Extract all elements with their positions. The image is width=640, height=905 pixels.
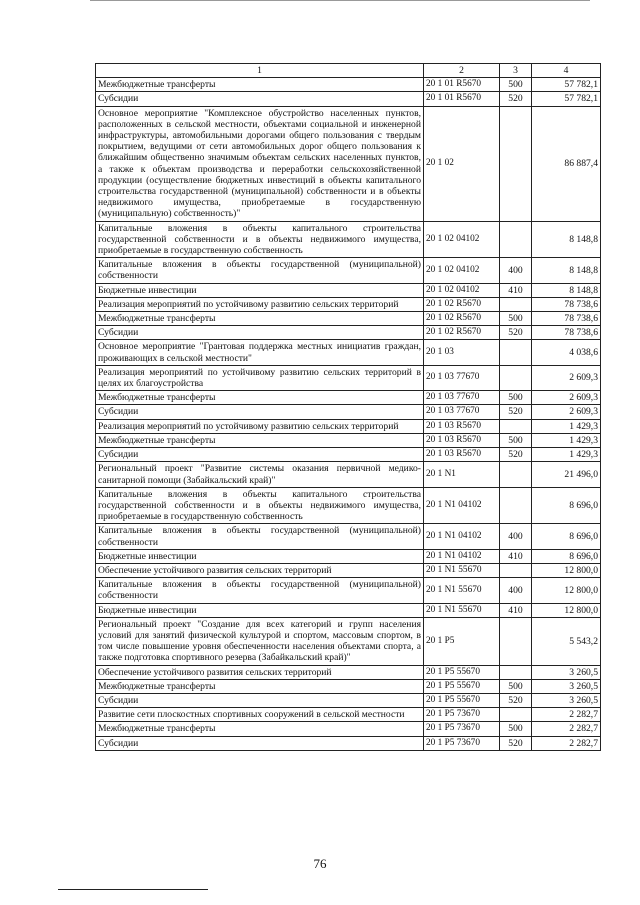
table-row	[96, 462, 601, 487]
row-amount-cell: 2 609,3	[532, 405, 601, 419]
table-row	[96, 312, 601, 326]
row-name-cell: Бюджетные инвестиции	[96, 603, 424, 617]
table-row	[96, 297, 601, 311]
row-code-cell: 20 1 P5 55670	[424, 665, 500, 679]
row-type-cell: 500	[500, 78, 532, 92]
row-code-cell: 20 1 03 R5670	[424, 419, 500, 433]
table-row	[96, 722, 601, 736]
row-name-cell: Субсидии	[96, 405, 424, 419]
row-code-cell: 20 1 P5	[424, 617, 500, 665]
row-name-cell: Обеспечение устойчивого развития сельских территорий	[96, 665, 424, 679]
budget-table-body	[96, 64, 601, 751]
row-amount-cell: 3 260,5	[532, 693, 601, 707]
table-row	[96, 92, 601, 106]
row-type-cell: 410	[500, 283, 532, 297]
table-row	[96, 258, 601, 283]
row-name-cell: Региональный проект "Развитие системы оказания первичной медико-санитарной помощи (Забайкальский край)"	[96, 462, 424, 487]
row-code-cell: 20 1 02 R5670	[424, 326, 500, 340]
table-row	[96, 106, 601, 221]
row-amount-cell: 1 429,3	[532, 433, 601, 447]
row-name-cell: Субсидии	[96, 693, 424, 707]
row-type-cell: 400	[500, 258, 532, 283]
row-amount-cell: 57 782,1	[532, 92, 601, 106]
row-name-cell: Основное мероприятие "Комплексное обустройство населенных пунктов, расположенных в сельской местности, объектами социальной и инженерной инфраструктуры, автомобильными дорогами общего пользования с твердым покрытием, ведущими от сети автомобильных дорог общего пользования к ближайшим общественно значимым объектам сельских населенных пунктов, а также к объектам производства и переработки сельскохозяйственной продукции (осуществление бюджетных инвестиций в объекты капитального строительства государственной (муниципальной) собственности и в объекты недвижимого имущества, приобретаемые в государственную (муниципальную) собственность)"	[96, 106, 424, 221]
row-code-cell: 20 1 03 R5670	[424, 433, 500, 447]
header-cell-1: 1	[96, 64, 424, 78]
row-amount-cell: 3 260,5	[532, 665, 601, 679]
row-amount-cell: 21 496,0	[532, 462, 601, 487]
table-row	[96, 448, 601, 462]
row-amount-cell: 12 800,0	[532, 578, 601, 603]
row-name-cell: Субсидии	[96, 326, 424, 340]
row-type-cell: 400	[500, 524, 532, 549]
row-name-cell: Субсидии	[96, 92, 424, 106]
row-amount-cell: 8 148,8	[532, 221, 601, 258]
row-amount-cell: 3 260,5	[532, 679, 601, 693]
page-number: 76	[313, 856, 327, 871]
row-name-cell: Межбюджетные трансферты	[96, 433, 424, 447]
row-type-cell	[500, 708, 532, 722]
row-code-cell: 20 1 02 04102	[424, 258, 500, 283]
row-name-cell: Основное мероприятие "Грантовая поддержка местных инициатив граждан, проживающих в сельской местности"	[96, 340, 424, 365]
row-type-cell: 500	[500, 722, 532, 736]
row-amount-cell: 1 429,3	[532, 448, 601, 462]
header-cell-2: 2	[424, 64, 500, 78]
row-name-cell: Региональный проект "Создание для всех категорий и групп населения условий для занятий физической культурой и спортом, массовым спортом, в том числе повышение уровня обеспеченности населения объектами спорта, а также подготовка спортивного резерва (Забайкальский край)"	[96, 617, 424, 665]
row-type-cell	[500, 221, 532, 258]
row-type-cell	[500, 665, 532, 679]
row-amount-cell: 1 429,3	[532, 419, 601, 433]
row-name-cell: Реализация мероприятий по устойчивому развитию сельских территорий	[96, 419, 424, 433]
row-type-cell	[500, 106, 532, 221]
table-row	[96, 221, 601, 258]
row-name-cell: Развитие сети плоскостных спортивных сооружений в сельской местности	[96, 708, 424, 722]
table-row	[96, 679, 601, 693]
table-row	[96, 78, 601, 92]
row-amount-cell: 8 148,8	[532, 258, 601, 283]
table-row	[96, 617, 601, 665]
table-row	[96, 326, 601, 340]
row-type-cell	[500, 365, 532, 390]
row-type-cell: 500	[500, 433, 532, 447]
row-code-cell: 20 1 N1 04102	[424, 549, 500, 563]
row-code-cell: 20 1 02 04102	[424, 283, 500, 297]
row-amount-cell: 12 800,0	[532, 563, 601, 577]
table-row	[96, 365, 601, 390]
table-row	[96, 340, 601, 365]
row-name-cell: Капитальные вложения в объекты государственной (муниципальной) собственности	[96, 578, 424, 603]
row-code-cell: 20 1 02 04102	[424, 221, 500, 258]
table-row	[96, 419, 601, 433]
row-type-cell: 500	[500, 312, 532, 326]
row-amount-cell: 8 148,8	[532, 283, 601, 297]
row-type-cell: 410	[500, 603, 532, 617]
row-code-cell: 20 1 01 R5670	[424, 92, 500, 106]
page-top-rule	[90, 0, 590, 1]
table-row	[96, 524, 601, 549]
table-row	[96, 433, 601, 447]
footnote-separator-line	[58, 889, 208, 890]
row-type-cell: 410	[500, 549, 532, 563]
row-type-cell: 500	[500, 391, 532, 405]
row-code-cell: 20 1 03 77670	[424, 365, 500, 390]
row-name-cell: Капитальные вложения в объекты государственной (муниципальной) собственности	[96, 524, 424, 549]
row-type-cell: 520	[500, 92, 532, 106]
row-name-cell: Капитальные вложения в объекты капитального строительства государственной собственности и в объекты недвижимого имущества, приобретаемые в государственную собственность	[96, 221, 424, 258]
row-type-cell: 520	[500, 326, 532, 340]
row-name-cell: Межбюджетные трансферты	[96, 679, 424, 693]
table-row	[96, 693, 601, 707]
row-code-cell: 20 1 03 R5670	[424, 448, 500, 462]
row-amount-cell: 2 609,3	[532, 391, 601, 405]
row-code-cell: 20 1 P5 55670	[424, 679, 500, 693]
row-amount-cell: 2 282,7	[532, 722, 601, 736]
table-row	[96, 563, 601, 577]
row-name-cell: Бюджетные инвестиции	[96, 549, 424, 563]
row-amount-cell: 57 782,1	[532, 78, 601, 92]
row-type-cell	[500, 297, 532, 311]
row-amount-cell: 78 738,6	[532, 297, 601, 311]
row-name-cell: Субсидии	[96, 448, 424, 462]
row-code-cell: 20 1 02 R5670	[424, 312, 500, 326]
table-row	[96, 487, 601, 524]
row-name-cell: Обеспечение устойчивого развития сельских территорий	[96, 563, 424, 577]
row-code-cell: 20 1 01 R5670	[424, 78, 500, 92]
row-amount-cell: 8 696,0	[532, 524, 601, 549]
table-row	[96, 665, 601, 679]
row-code-cell: 20 1 02	[424, 106, 500, 221]
row-name-cell: Реализация мероприятий по устойчивому развитию сельских территорий	[96, 297, 424, 311]
row-code-cell: 20 1 N1 55670	[424, 603, 500, 617]
row-type-cell: 520	[500, 736, 532, 750]
header-cell-3: 3	[500, 64, 532, 78]
row-code-cell: 20 1 P5 73670	[424, 722, 500, 736]
row-name-cell: Капитальные вложения в объекты капитального строительства государственной собственности и в объекты недвижимого имущества, приобретаемые в государственную собственность	[96, 487, 424, 524]
table-row	[96, 603, 601, 617]
row-amount-cell: 2 282,7	[532, 736, 601, 750]
row-code-cell: 20 1 P5 55670	[424, 693, 500, 707]
row-code-cell: 20 1 N1 55670	[424, 563, 500, 577]
row-type-cell	[500, 487, 532, 524]
table-row	[96, 736, 601, 750]
row-amount-cell: 78 738,6	[532, 326, 601, 340]
row-amount-cell: 4 038,6	[532, 340, 601, 365]
row-name-cell: Межбюджетные трансферты	[96, 391, 424, 405]
row-code-cell: 20 1 03 77670	[424, 391, 500, 405]
row-name-cell: Межбюджетные трансферты	[96, 78, 424, 92]
row-code-cell: 20 1 N1	[424, 462, 500, 487]
row-amount-cell: 2 609,3	[532, 365, 601, 390]
row-amount-cell: 2 282,7	[532, 708, 601, 722]
table-row	[96, 708, 601, 722]
header-cell-4: 4	[532, 64, 601, 78]
row-amount-cell: 5 543,2	[532, 617, 601, 665]
row-code-cell: 20 1 N1 55670	[424, 578, 500, 603]
table-row	[96, 391, 601, 405]
row-name-cell: Межбюджетные трансферты	[96, 312, 424, 326]
row-name-cell: Капитальные вложения в объекты государственной (муниципальной) собственности	[96, 258, 424, 283]
row-name-cell: Субсидии	[96, 736, 424, 750]
row-type-cell	[500, 462, 532, 487]
row-type-cell	[500, 563, 532, 577]
row-amount-cell: 12 800,0	[532, 603, 601, 617]
row-type-cell	[500, 419, 532, 433]
row-code-cell: 20 1 02 R5670	[424, 297, 500, 311]
table-row	[96, 578, 601, 603]
row-code-cell: 20 1 N1 04102	[424, 524, 500, 549]
row-amount-cell: 8 696,0	[532, 549, 601, 563]
row-type-cell	[500, 617, 532, 665]
row-code-cell: 20 1 03	[424, 340, 500, 365]
row-name-cell: Межбюджетные трансферты	[96, 722, 424, 736]
row-code-cell: 20 1 N1 04102	[424, 487, 500, 524]
table-row	[96, 549, 601, 563]
row-amount-cell: 86 887,4	[532, 106, 601, 221]
row-name-cell: Бюджетные инвестиции	[96, 283, 424, 297]
row-amount-cell: 8 696,0	[532, 487, 601, 524]
row-amount-cell: 78 738,6	[532, 312, 601, 326]
row-code-cell: 20 1 03 77670	[424, 405, 500, 419]
row-name-cell: Реализация мероприятий по устойчивому развитию сельских территорий в целях их благоустройства	[96, 365, 424, 390]
row-code-cell: 20 1 P5 73670	[424, 736, 500, 750]
table-header-row	[96, 64, 601, 78]
row-code-cell: 20 1 P5 73670	[424, 708, 500, 722]
table-row	[96, 405, 601, 419]
row-type-cell: 520	[500, 405, 532, 419]
row-type-cell	[500, 340, 532, 365]
table-row	[96, 283, 601, 297]
row-type-cell: 500	[500, 679, 532, 693]
budget-table	[95, 63, 601, 751]
row-type-cell: 520	[500, 693, 532, 707]
row-type-cell: 400	[500, 578, 532, 603]
row-type-cell: 520	[500, 448, 532, 462]
